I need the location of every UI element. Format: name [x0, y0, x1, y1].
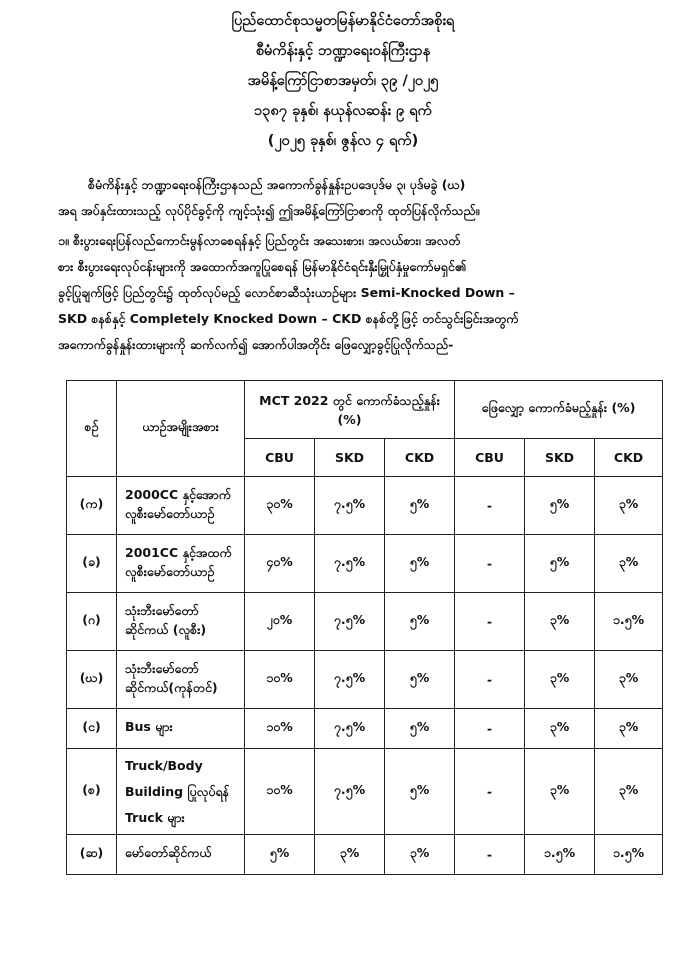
vehicle-type-cell: [117, 651, 245, 709]
vehicle-type-text: လူစီးမော်တော်ယာဉ်: [125, 563, 215, 579]
table-row: [67, 835, 663, 875]
rate-cell: ၁၀%: [245, 749, 315, 835]
paragraph-line: အကောက်ခွန်နှုန်းထားများကို ဆက်လက်၍ အောက်ပါအတိုင်း ဖြေလျှော့ခွင့်ပြုလိုက်သည်-: [58, 337, 454, 352]
header-vehicle-type: ယာဉ်အမျိုးအစား: [117, 381, 245, 477]
vehicle-type-text: လူစီးမော်တော်ယာဉ်: [125, 505, 215, 521]
paragraph-line: SKD စနစ်နှင့် Completely Knocked Down – CKD စနစ်တို့ဖြင့် တင်သွင်းခြင်းအတွက်: [58, 311, 519, 326]
rate-cell: ၇.၅%: [315, 651, 385, 709]
paragraph-line: ၁။ စီးပွားရေးပြန်လည်ကောင်းမွန်လာစေရန်နှင့် ပြည်တွင်း အသေးစား၊ အလယ်စား၊ အလတ်: [58, 233, 461, 248]
rate-cell: ၃%: [595, 535, 663, 593]
intro-paragraph: [58, 172, 670, 224]
intro-line: စီမံကိန်းနှင့် ဘဏ္ဍာရေးဝန်ကြီးဌာနသည် အကောက်ခွန်နှုန်းဥပဒေပုဒ်မ ၃၊ ပုဒ်မခွဲ (ဃ): [88, 177, 466, 192]
rate-cell: ၃%: [525, 651, 595, 709]
table-row: [67, 651, 663, 709]
vehicle-type-text: သုံးဘီးမော်တော်: [125, 602, 199, 618]
rate-cell: ၃၀%: [245, 477, 315, 535]
header-mct-2022: MCT 2022 တွင် ကောက်ခံသည့်နှုန်း (%): [245, 381, 455, 439]
vehicle-type-text: ဆိုင်ကယ် (လူစီး): [125, 621, 207, 637]
rate-cell: ၇.၅%: [315, 593, 385, 651]
vehicle-type-text: သုံးဘီးမော်တော်: [125, 660, 199, 676]
rate-cell: ၁၀%: [245, 651, 315, 709]
rate-cell: ၇.၅%: [315, 535, 385, 593]
vehicle-type-text: 2000CC နှင့်အောက်: [125, 486, 232, 502]
table-row: [67, 535, 663, 593]
subheader-ckd: CKD: [595, 439, 663, 477]
rate-cell: ၁.၅%: [595, 835, 663, 875]
subheader-cbu: CBU: [455, 439, 525, 477]
rate-cell: ၁.၅%: [525, 835, 595, 875]
rate-cell: ၇.၅%: [315, 477, 385, 535]
vehicle-type-cell: [117, 477, 245, 535]
row-number: (င): [67, 709, 117, 749]
header-notification-number: အမိန့်ကြော်ငြာစာအမှတ်၊ ၃၉ /၂၀၂၅: [247, 73, 439, 89]
rate-cell: ၃%: [525, 749, 595, 835]
vehicle-type-text: Truck များ: [125, 809, 185, 825]
rate-cell: ၃%: [595, 651, 663, 709]
vehicle-type-cell: Bus များ: [117, 709, 245, 749]
subheader-cbu: CBU: [245, 439, 315, 477]
vehicle-type-text: Truck/Body: [125, 757, 203, 773]
table-row: [67, 477, 663, 535]
table-header-row: [67, 381, 663, 439]
vehicle-type-text: ဆိုင်ကယ်(ကုန်တင်): [125, 679, 218, 695]
table-row: [67, 709, 663, 749]
vehicle-type-text: 2001CC နှင့်အထက်: [125, 544, 232, 560]
rate-cell: ၃%: [525, 593, 595, 651]
subheader-skd: SKD: [525, 439, 595, 477]
rate-cell: ၃%: [385, 835, 455, 875]
rate-cell: ၃%: [595, 709, 663, 749]
rate-cell: -: [455, 709, 525, 749]
rate-cell: ၁.၅%: [595, 593, 663, 651]
header-myanmar-date: ၁၃၈၇ ခုနှစ်၊ နယုန်လဆန်း ၉ ရက်: [254, 103, 432, 119]
rate-cell: ၅%: [525, 535, 595, 593]
rate-cell: ၇.၅%: [315, 749, 385, 835]
rate-cell: -: [455, 835, 525, 875]
rate-cell: ၇.၅%: [315, 709, 385, 749]
row-number: (စ): [67, 749, 117, 835]
intro-line: အရ အပ်နှင်းထားသည့် လုပ်ပိုင်ခွင့်ကို ကျင့်သုံး၍ ဤအမိန့်ကြော်ငြာစာကို ထုတ်ပြန်လိုက်သည်။: [58, 203, 480, 218]
rate-cell: -: [455, 535, 525, 593]
subheader-skd: SKD: [315, 439, 385, 477]
header-no: စဉ်: [67, 381, 117, 477]
rate-cell: ၅%: [385, 593, 455, 651]
rate-cell: -: [455, 749, 525, 835]
rate-cell: ၁၀%: [245, 709, 315, 749]
vehicle-type-text: Building ပြုလုပ်ရန်: [125, 783, 230, 799]
rate-cell: ၃%: [315, 835, 385, 875]
rate-cell: -: [455, 593, 525, 651]
row-number: (ဃ): [67, 651, 117, 709]
table-row: [67, 749, 663, 835]
rate-cell: ၄၀%: [245, 535, 315, 593]
row-number: (ခ): [67, 535, 117, 593]
rate-cell: ၅%: [385, 749, 455, 835]
subheader-ckd: CKD: [385, 439, 455, 477]
rate-cell: ၃%: [525, 709, 595, 749]
rate-cell: ၃%: [595, 749, 663, 835]
header-reduced-rate: ဖြေလျှော့ ကောက်ခံမည့်နှုန်း (%): [455, 381, 663, 439]
header-gregorian-date: (၂၀၂၅ ခုနှစ်၊ ဇွန်လ ၄ ရက်): [267, 133, 419, 149]
header-government: ပြည်ထောင်စုသမ္မတမြန်မာနိုင်ငံတော်အစိုးရ: [231, 13, 455, 29]
row-number: (ဆ): [67, 835, 117, 875]
rate-cell: ၅%: [385, 535, 455, 593]
vehicle-type-cell: [117, 535, 245, 593]
header-ministry: စီမံကိန်းနှင့် ဘဏ္ဍာရေးဝန်ကြီးဌာန: [255, 43, 431, 59]
row-number: (က): [67, 477, 117, 535]
rate-cell: -: [455, 651, 525, 709]
rate-cell: ၅%: [385, 477, 455, 535]
rate-cell: ၅%: [385, 651, 455, 709]
vehicle-type-cell: [117, 593, 245, 651]
rate-cell: ၅%: [245, 835, 315, 875]
tariff-table: [66, 380, 663, 875]
vehicle-type-cell: မော်တော်ဆိုင်ကယ်: [117, 835, 245, 875]
rate-cell: -: [455, 477, 525, 535]
vehicle-type-cell: [117, 749, 245, 835]
rate-cell: ၅%: [525, 477, 595, 535]
rate-cell: ၃%: [595, 477, 663, 535]
row-number: (ဂ): [67, 593, 117, 651]
rate-cell: ၂၀%: [245, 593, 315, 651]
table-row: [67, 593, 663, 651]
paragraph-line: စား စီးပွားရေးလုပ်ငန်းများကို အထောက်အကူပြုစေရန် မြန်မာနိုင်ငံရင်းနှီးမြှုပ်နှံမှုကော်မရှင်၏: [58, 259, 466, 274]
paragraph-line: ခွင့်ပြုချက်ဖြင့် ပြည်တွင်း၌ ထုတ်လုပ်မည့် လောင်စာဆီသုံးယာဉ်များ Semi-Knocked Down –: [58, 285, 515, 300]
rate-cell: ၅%: [385, 709, 455, 749]
paragraph-1: [58, 228, 670, 358]
